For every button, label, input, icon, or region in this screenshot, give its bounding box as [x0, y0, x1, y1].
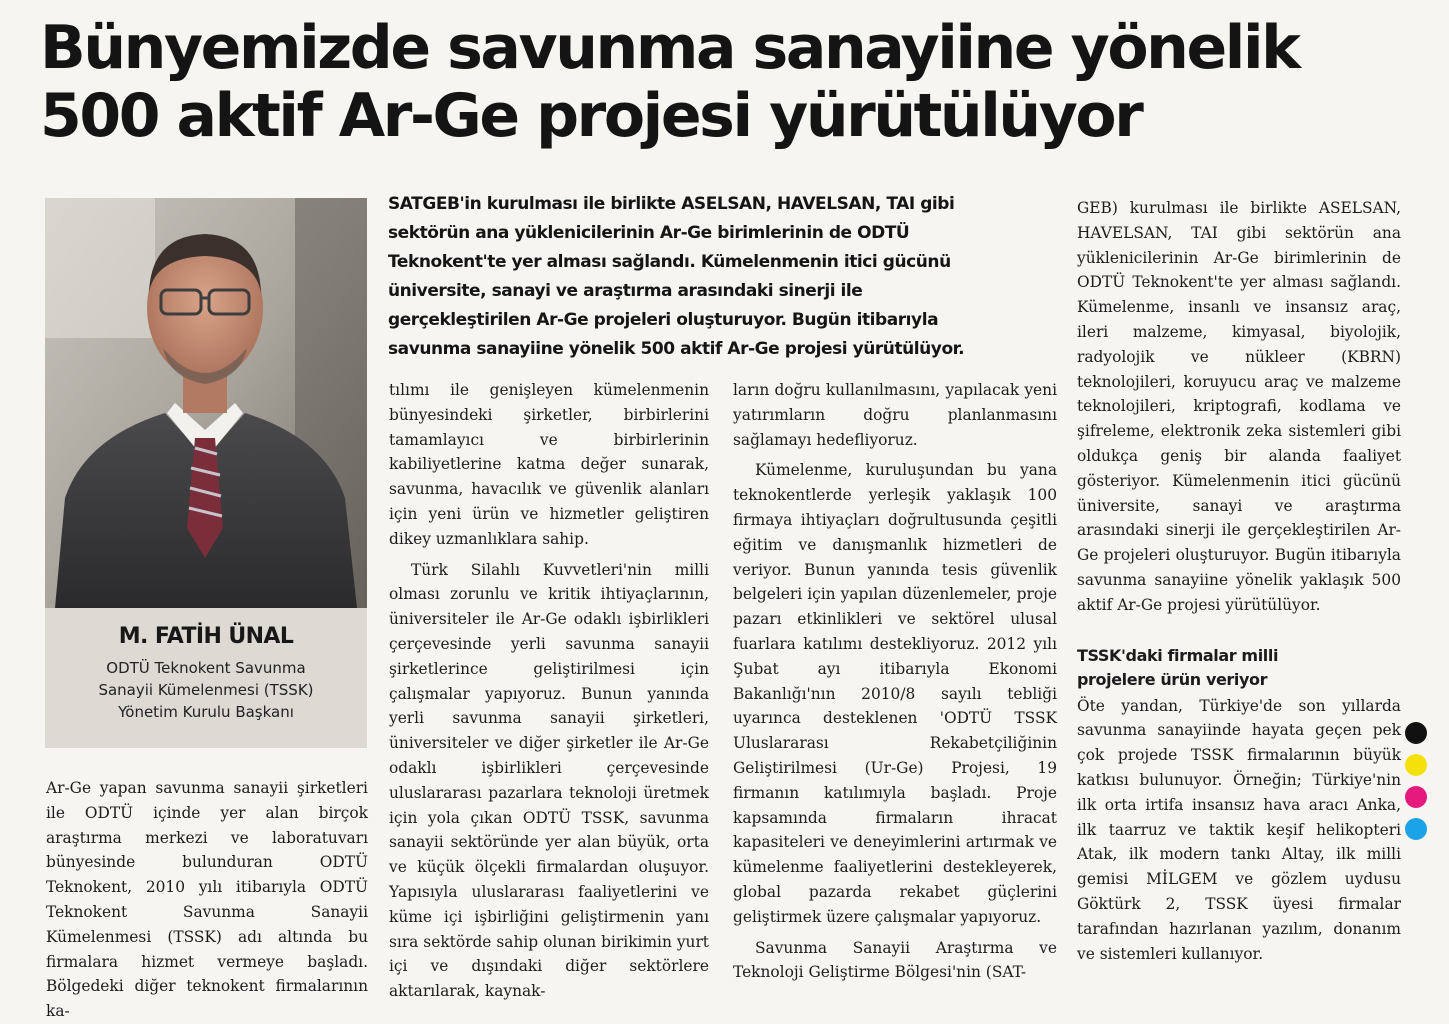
registration-marks	[1405, 722, 1431, 850]
headline-line-2: 500 aktif Ar-Ge projesi yürütülüyor	[40, 81, 1142, 151]
column-1-paragraph-1: Ar-Ge yapan savunma sanayii şirketleri ile ODTÜ içinde yer alan birçok araştırma merkezi ve laboratuvarı bünyesinde bulunduran ODTÜ Teknokent, 2010 yılı itibarıyla ODTÜ Teknokent Savunma Sanayii Kümelenmesi (TSSK) adı altında bu firmalara hizmet vermeye başladı. Bölgedeki diğer teknokent firmalarının ka-	[46, 779, 368, 1021]
article-column-3	[733, 378, 1057, 985]
portrait-illustration	[45, 198, 367, 608]
caption-role-line-2: Sanayii Kümelenmesi (TSSK)	[98, 681, 314, 699]
caption-role-line-1: ODTÜ Teknokent Savunma	[106, 659, 306, 677]
subheading-line-2: projelere ürün veriyor	[1077, 669, 1268, 689]
column-2-paragraph-1: tılımı ile genişleyen kümelenmenin bünyesindeki şirketler, birbirlerini tamamlayıcı ve birbirlerinin kabiliyetlerine katma değer sunarak, savunma, havacılık ve güvenlik alanları için yeni ürün ve hizmetler geliştiren dikey uzmanlıklara sahip.	[389, 381, 709, 548]
caption-name: M. FATİH ÜNAL	[118, 624, 294, 649]
column-3-paragraph-1: ların doğru kullanılmasını, yapılacak yeni yatırımların doğru planlanmasını sağlamayı hedefliyoruz.	[733, 381, 1057, 449]
column-3-paragraph-3: Savunma Sanayii Araştırma ve Teknoloji Geliştirme Bölgesi'nin (SAT-	[733, 938, 1057, 982]
article-column-1	[46, 776, 368, 1024]
registration-dot-magenta	[1405, 786, 1427, 808]
photo-caption	[45, 608, 367, 748]
column-4-paragraph-2: Öte yandan, Türkiye'de son yıllarda savunma sanayiinde hayata geçen pek çok projede TSSK firmalarının büyük katkısı bulunuyor. Örneğin; Türkiye'nin ilk orta irtifa insansız hava aracı Anka, ilk taarruz ve taktik keşif helikopteri Atak, ilk modern tankı Altay, ilk milli gemisi MİLGEM ve gözlem uydusu Göktürk 2, TSSK üyesi firmalar tarafından hazırlanan yazılım, donanım ve sistemleri kullanıyor.	[1077, 696, 1401, 963]
caption-role-line-3: Yönetim Kurulu Başkanı	[118, 703, 294, 721]
registration-dot-yellow	[1405, 754, 1427, 776]
registration-dot-black	[1405, 722, 1427, 744]
article-column-2	[389, 378, 709, 1004]
subheading	[1077, 644, 1401, 692]
column-4-paragraph-1: GEB) kurulması ile birlikte ASELSAN, HAVELSAN, TAI gibi sektörün ana yüklenicilerinin Ar-Ge birimlerinin de ODTÜ Teknokent'te yer alması sağlandı. Kümelenme, insanlı ve insansız araç, ileri malzeme, kimyasal, biyolojik, radyolojik ve nükleer (KBRN) teknolojileri, koruyucu araç ve malzeme teknolojileri, kriptografi, kodlama ve şifreleme, elektronik zeka sistemleri gibi oldukça geniş bir alanda faaliyet gösteriyor. Kümelenmenin itici gücünü üniversite, sanayi ve araştırma arasındaki sinerji ile gerçekleştirilen Ar-Ge projeleri oluşturuyor. Bugün itibarıyla savunma sanayiine yönelik yaklaşık 500 aktif Ar-Ge projesi yürütülüyor.	[1077, 199, 1401, 614]
column-3-paragraph-2: Kümelenme, kuruluşundan bu yana teknokentlerde yerleşik yaklaşık 100 firmaya ihtiyaçları doğrultusunda çeşitli eğitim ve danışmanlık hizmetleri de veriyor. Bunun yanında tesis güvenlik belgeleri için yapılan düzenlemeler, proje pazarı etkinlikleri ve sektörel ulusal fuarlara katılımı destekliyoruz. 2012 yılı Şubat ayı itibarıyla Ekonomi Bakanlığı'nın 2010/8 sayılı tebliği uyarınca desteklenen 'ODTÜ TSSK Uluslararası Rekabetçiliğinin Geliştirilmesi (Ur-Ge) Projesi, 19 firmanın katılımıyla başladı. Proje kapsamında firmaların ihracat kapasiteleri ve deneyimlerini artırmak ve kümelenme faaliyetlerini destekleyerek, global pazarda rekabet güçlerini geliştirmek üzere çalışmalar yapıyoruz.	[733, 461, 1057, 926]
article-column-4	[1077, 196, 1401, 966]
headline	[40, 14, 1420, 150]
lead-paragraph: SATGEB'in kurulması ile birlikte ASELSAN, HAVELSAN, TAI gibi sektörün ana yüklenicilerinin Ar-Ge birimlerinin de ODTÜ Teknokent'te yer alması sağlandı. Kümelenmenin itici gücünü üniversite, sanayi ve araştırma arasındaki sinerji ile gerçekleştirilen Ar-Ge projeleri oluşturuyor. Bugün itibarıyla savunma sanayiine yönelik 500 aktif Ar-Ge projesi yürütülüyor.	[388, 194, 965, 359]
headline-line-1: Bünyemizde savunma sanayiine yönelik	[40, 13, 1299, 83]
caption-role	[45, 657, 367, 723]
subheading-line-1: TSSK'daki firmalar milli	[1077, 645, 1279, 665]
column-2-paragraph-2: Türk Silahlı Kuvvetleri'nin milli olması zorunlu ve kritik ihtiyaçlarının, üniversiteler ile Ar-Ge odaklı işbirlikleri çerçevesinde yerli savunma sanayii şirketlerince geliştirilmesi için çalışmalar yapıyoruz. Bunun yanında yerli savunma sanayii şirketleri, üniversiteler ve diğer şirketler ile Ar-Ge odaklı işbirlikleri çerçevesinde uluslararası pazarlara teknoloji üretmek için yola çıkan ODTÜ TSSK, savunma sanayii sektöründe yer alan büyük, orta ve küçük ölçekli firmalardan oluşuyor. Yapısıyla uluslararası faaliyetlerini ve küme içi işbirliğini geliştirmenin yanı sıra sektörde sahip olunan birikimin yurt içi ve dışındaki diğer sektörlere aktarılarak, kaynak-	[389, 560, 709, 1001]
portrait-photo	[45, 198, 367, 608]
registration-dot-cyan	[1405, 818, 1427, 840]
